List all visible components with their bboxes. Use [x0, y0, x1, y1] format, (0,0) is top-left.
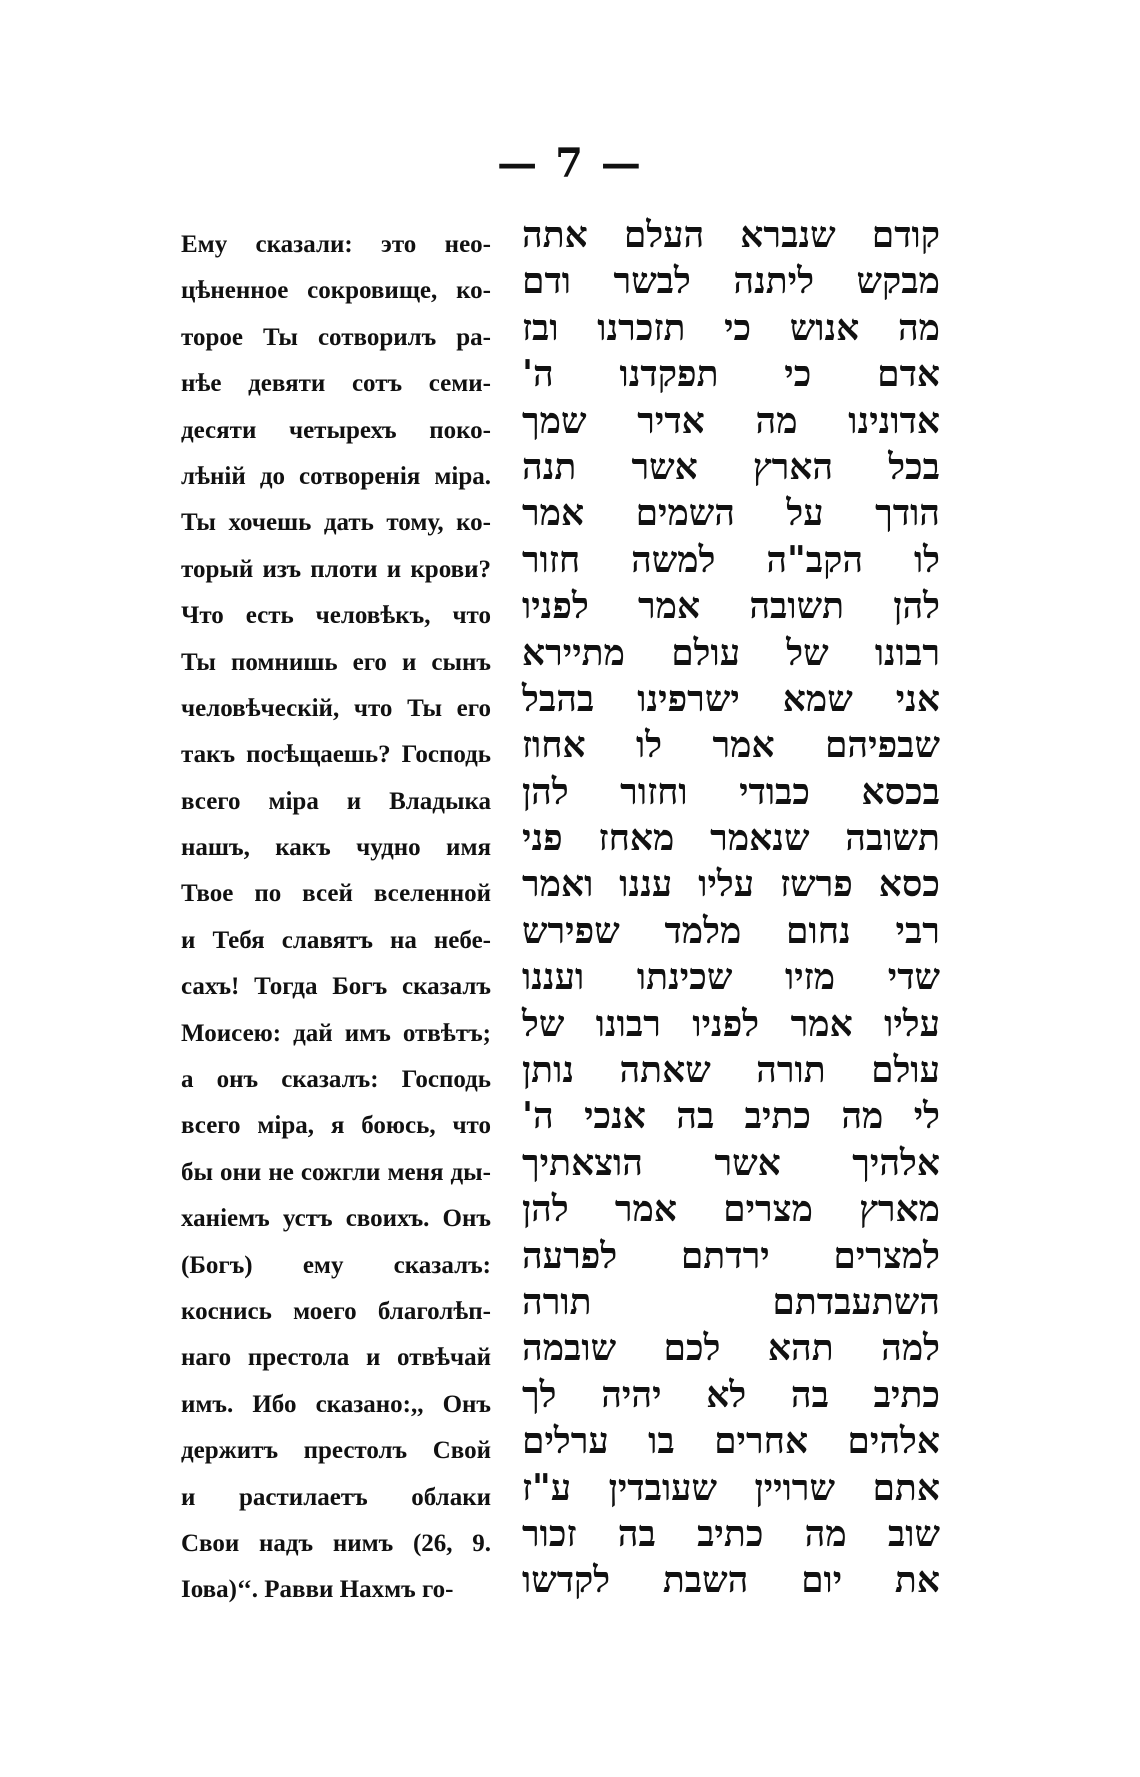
- russian-text-line: наго престола и отвѣчай: [181, 1344, 491, 1372]
- russian-text-column: [181, 222, 491, 1614]
- hebrew-text-line: אלהים אחרים בו ערלים: [522, 1420, 940, 1463]
- hebrew-text-line: מבקש ליתנה לבשר ודם: [522, 260, 940, 303]
- page-number: — 7 —: [497, 140, 643, 187]
- hebrew-text-line: לי מה כתיב בה אנכי ה': [522, 1095, 940, 1138]
- hebrew-text-line: הודך על השמים אמר: [522, 492, 940, 535]
- russian-text-line: такъ посѣщаешь? Господь: [181, 741, 491, 769]
- hebrew-text-line: אני שמא ישרפינו בהבל: [522, 677, 940, 720]
- hebrew-text-line: קודם שנברא העלם אתה: [522, 214, 940, 256]
- hebrew-text-line: אתם שרויין שעובדין ע"ז: [522, 1466, 940, 1509]
- hebrew-text-line: עליו אמר לפניו רבונו של: [522, 1002, 940, 1045]
- russian-text-line: имъ. Ибо сказано:,, Онъ: [181, 1390, 491, 1418]
- hebrew-text-line: כתיב בה לא יהיה לך: [522, 1373, 940, 1416]
- hebrew-text-line: השתעבדתם תורה: [522, 1280, 940, 1323]
- hebrew-text-line: לו הקב"ה למשה חזור: [522, 538, 940, 581]
- russian-text-line: нашъ, какъ чудно имя: [181, 834, 491, 862]
- hebrew-text-line: אדם כי תפקדנו ה': [522, 353, 940, 396]
- russian-text-line: Что есть человѣкъ, что: [181, 602, 491, 630]
- hebrew-text-line: להן תשובה אמר לפניו: [522, 585, 940, 628]
- russian-text-line: (Богъ) ему сказалъ:: [181, 1251, 491, 1279]
- russian-text-line: торый изъ плоти и крови?: [181, 555, 491, 583]
- russian-text-line: и Тебя славятъ на небе-: [181, 926, 491, 954]
- russian-text-line: Ты помнишь его и сынъ: [181, 648, 491, 676]
- hebrew-text-line: כסא פרשז עליו עננו ואמר: [522, 863, 940, 906]
- hebrew-text-line: שוב מה כתיב בה זכור: [522, 1512, 940, 1555]
- russian-text-line: держитъ престолъ Свой: [181, 1437, 491, 1465]
- russian-text-line: Свои надъ нимъ (26, 9.: [181, 1529, 491, 1557]
- russian-text-line: всего міра и Владыка: [181, 787, 491, 815]
- hebrew-text-line: מארץ מצרים אמר להן: [522, 1188, 940, 1231]
- russian-text-line: сахъ! Тогда Богъ сказалъ: [181, 973, 491, 1001]
- russian-text-line: нѣе девяти сотъ семи-: [181, 370, 491, 398]
- russian-text-line: Твое по всей вселенной: [181, 880, 491, 908]
- hebrew-text-line: אלהיך אשר הוצאתיך: [522, 1141, 940, 1184]
- hebrew-text-line: למה תהא לכם שובמה: [522, 1327, 940, 1370]
- hebrew-text-line: רבי נחום מלמד שפירש: [522, 909, 940, 952]
- russian-text-line: Ему сказали: это нео-: [181, 231, 491, 258]
- russian-text-line: лѣній до сотворенія міра.: [181, 462, 491, 490]
- russian-text-line: всего міра, я боюсь, что: [181, 1112, 491, 1140]
- russian-text-line: и растилаетъ облаки: [181, 1483, 491, 1511]
- hebrew-text-line: תשובה שנאמר מאחז פני: [522, 817, 940, 860]
- hebrew-text-line: שבפיהם אמר לו אחוז: [522, 724, 940, 767]
- hebrew-text-line: למצרים ירדתם לפרעה: [522, 1234, 940, 1277]
- hebrew-text-line: את יום השבת לקדשו: [522, 1559, 940, 1602]
- hebrew-text-line: רבונו של עולם מתיירא: [522, 631, 940, 674]
- hebrew-text-line: עולם תורה שאתה נותן: [522, 1049, 940, 1092]
- russian-text-line: Іова)‘‘. Равви Нахмъ го-: [181, 1576, 454, 1604]
- russian-text-line: цѣненное сокровище, ко-: [181, 277, 491, 305]
- hebrew-text-line: בכל הארץ אשר תנה: [522, 445, 940, 488]
- hebrew-text-line: מה אנוש כי תזכרנו ובז: [522, 306, 940, 349]
- russian-text-line: Ты хочешь дать тому, ко-: [181, 509, 491, 537]
- russian-text-line: а онъ сказалъ: Господь: [181, 1066, 491, 1094]
- hebrew-text-line: שדי מזיו שכינתו ועננו: [522, 956, 940, 999]
- russian-text-line: бы они не сожгли меня ды-: [181, 1158, 491, 1186]
- hebrew-text-column: [522, 212, 940, 1604]
- russian-text-line: десяти четырехъ поко-: [181, 416, 491, 444]
- russian-text-line: ханіемъ устъ своихъ. Онъ: [181, 1205, 491, 1233]
- russian-text-line: человѣческій, что Ты его: [181, 694, 491, 722]
- russian-text-line: коснись моего благолѣп-: [181, 1297, 491, 1325]
- hebrew-text-line: בכסא כבודי וחזור להן: [522, 770, 940, 813]
- russian-text-line: торое Ты сотворилъ ра-: [181, 323, 491, 351]
- russian-text-line: Моисею: дай имъ отвѣтъ;: [181, 1019, 491, 1047]
- hebrew-text-line: אדונינו מה אדיר שמך: [522, 399, 940, 442]
